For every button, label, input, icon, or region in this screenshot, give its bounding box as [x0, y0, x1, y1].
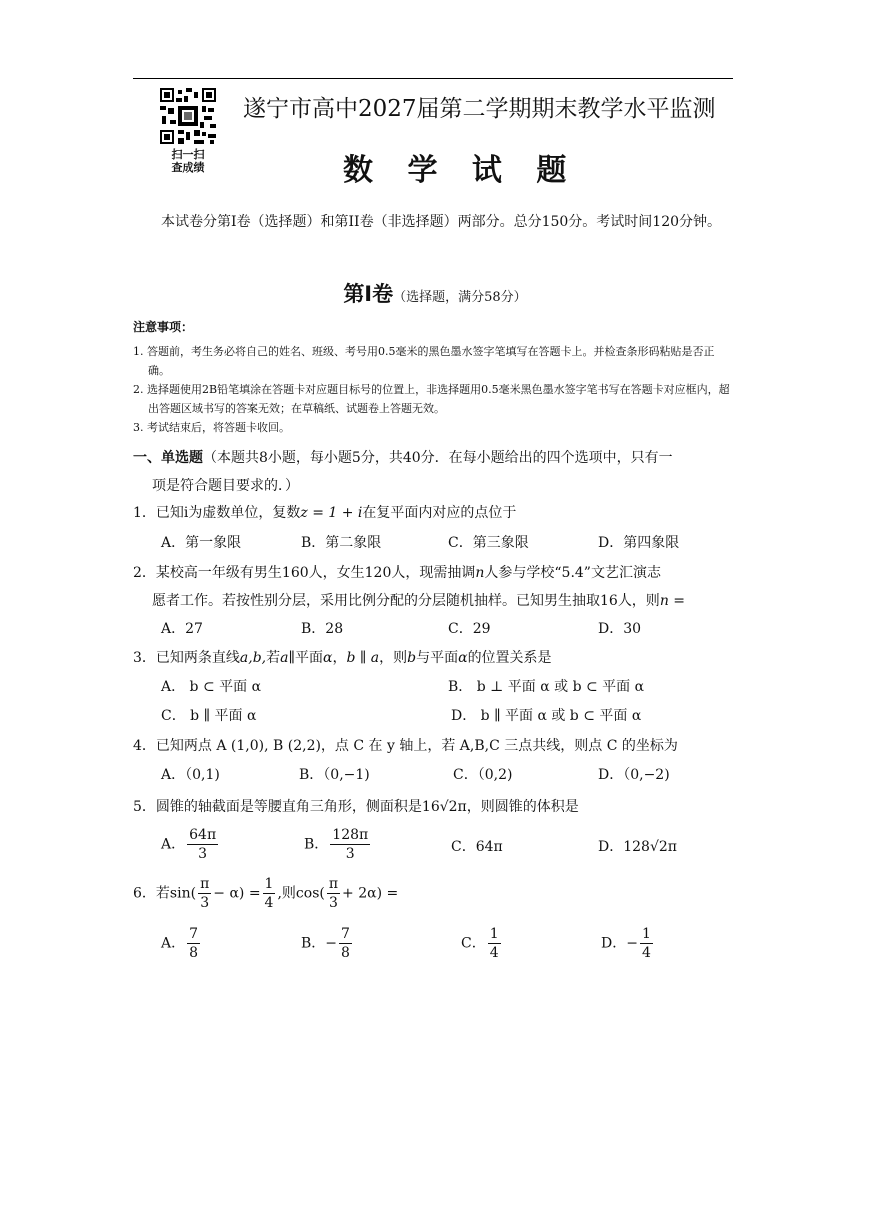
q6-text: ,则cos(: [277, 885, 325, 902]
q3-text: 3．已知两条直线: [133, 650, 240, 666]
q6-c-label: C．: [461, 935, 486, 952]
q6-option-a[interactable]: [161, 925, 202, 962]
numerator: π: [200, 876, 210, 892]
q1-option-c[interactable]: C．第三象限: [448, 535, 529, 551]
q4-option-c[interactable]: C．（0,2): [453, 767, 513, 783]
q3-text: ，: [332, 650, 347, 666]
denominator: 4: [489, 945, 499, 961]
q5-option-d[interactable]: D．128√2π: [598, 839, 677, 855]
q1-option-a[interactable]: A．第一象限: [161, 535, 242, 551]
denominator: 3: [200, 895, 210, 911]
q3-text: 若: [266, 650, 281, 666]
scan-line-1: 扫一扫: [171, 148, 205, 161]
q3-text: 与平面: [416, 650, 459, 666]
question-5: 5．圆锥的轴截面是等腰直角三角形，侧面积是16√2π，则圆锥的体积是: [133, 799, 579, 815]
qr-code-icon: [160, 88, 216, 144]
q6-text: + 2α) =: [342, 885, 399, 902]
question-2-line-1: [133, 562, 733, 582]
q5-option-b[interactable]: [304, 826, 372, 863]
denominator: 4: [641, 945, 651, 961]
part1-header: [133, 444, 733, 500]
scan-caption: [150, 148, 226, 174]
q6-b-fraction: [339, 925, 352, 962]
q6-fraction-2: [263, 875, 276, 912]
q5-option-c[interactable]: C．64π: [451, 839, 503, 855]
scan-line-2: 查成绩: [171, 161, 205, 174]
intro-paragraph: 本试卷分第Ⅰ卷（选择题）和第II卷（非选择题）两部分。总分150分。考试时间120分钟。: [161, 214, 722, 230]
subject-title: 数 学 试 题: [343, 153, 579, 188]
notice-item: 2. 选择题使用2B铅笔填涂在答题卡对应题目标号的位置上，非选择题用0.5毫米黑色墨水签字笔书写在答题卡对应框内，超出答题区域书写的答案无效；在草稿纸、试题卷上答题无效。: [133, 383, 730, 415]
q3-math: a,b,: [239, 650, 267, 666]
q6-option-b[interactable]: [301, 925, 354, 962]
denominator: 4: [264, 895, 274, 911]
q3-option-d[interactable]: D． b ∥ 平面 α 或 b ⊂ 平面 α: [451, 708, 642, 724]
q2-option-a[interactable]: A．27: [161, 621, 203, 637]
q5-b-fraction: [330, 826, 370, 863]
q3-math: b ∥ a: [346, 650, 380, 666]
denominator: 3: [328, 895, 338, 911]
q3-text: ，则: [379, 650, 408, 666]
q1-option-b[interactable]: B．第二象限: [301, 535, 382, 551]
part1-heading: 一、单选题: [133, 450, 203, 466]
q3-option-c[interactable]: C． b ∥ 平面 α: [161, 708, 257, 724]
q3-option-b[interactable]: B． b ⊥ 平面 α 或 b ⊂ 平面 α: [448, 679, 645, 695]
q6-fraction-3: [327, 875, 340, 912]
notice-list: [133, 342, 733, 437]
question-2-line-2: [152, 590, 752, 610]
denominator: 8: [341, 945, 350, 961]
q1-math: z = 1 + i: [300, 505, 363, 521]
q6-d-fraction: [640, 925, 653, 962]
denominator: 8: [189, 945, 199, 961]
section-note: （选择题，满分58分）: [393, 290, 527, 305]
numerator: 1: [641, 926, 651, 942]
q3-math: α: [458, 650, 468, 666]
q4-option-d[interactable]: D．（0,−2): [598, 767, 670, 783]
denominator: 3: [345, 846, 355, 862]
notice-item: 3. 考试结束后，将答题卡收回。: [133, 421, 290, 434]
section-name: 第Ⅰ卷: [343, 282, 394, 306]
numerator: π: [328, 876, 339, 892]
q3-text: 的位置关系是: [467, 650, 552, 666]
q2-option-d[interactable]: D．30: [598, 621, 642, 637]
q6-c-fraction: [488, 925, 501, 962]
q2-option-c[interactable]: C．29: [448, 621, 491, 637]
q1-text: 1．已知i为虚数单位，复数: [133, 505, 301, 521]
q3-math: b: [407, 650, 417, 666]
section-heading: [0, 278, 870, 308]
q2-n-eq: n =: [659, 593, 686, 609]
q5-a-fraction: [187, 826, 218, 863]
part1-desc-2: 项是符合题目要求的．）: [152, 478, 299, 494]
question-6: [133, 875, 733, 912]
notice-item: 1. 答题前，考生务必将自己的姓名、班级、考号用0.5毫米的黑色墨水签字笔填写在答题卡上。并检查条形码粘贴是否正确。: [133, 345, 715, 377]
denominator: 3: [198, 846, 208, 862]
question-1: [133, 502, 733, 522]
q6-a-fraction: [187, 925, 200, 962]
part1-desc-1: （本题共8小题，每小题5分，共40分．在每小题给出的四个选项中，只有一: [203, 450, 673, 466]
q3-option-a[interactable]: A． b ⊂ 平面 α: [161, 679, 262, 695]
numerator: 128π: [332, 827, 369, 843]
q3-math: a: [280, 650, 289, 666]
q2-n: n: [475, 565, 485, 581]
q6-d-label: D．−: [601, 935, 638, 952]
q2-option-b[interactable]: B．28: [301, 621, 344, 637]
q4-option-b[interactable]: B．（0,−1): [299, 767, 370, 783]
q5-option-a[interactable]: [161, 826, 220, 863]
q1-option-d[interactable]: D．第四象限: [598, 535, 680, 551]
numerator: 1: [489, 926, 499, 942]
q6-a-label: A．: [161, 935, 186, 952]
q1-text-end: 在复平面内对应的点位于: [362, 505, 517, 521]
numerator: 7: [341, 926, 350, 942]
question-4: 4．已知两点 A (1,0), B (2,2)，点 C 在 y 轴上，若 A,B,C 三点共线，则点 C 的坐标为: [133, 738, 678, 754]
notice-heading: 注意事项：: [133, 320, 194, 334]
q4-option-a[interactable]: A．（0,1): [161, 767, 220, 783]
q6-fraction-1: [198, 875, 211, 912]
numerator: 64π: [189, 827, 217, 843]
q6-b-label: B．−: [301, 935, 338, 952]
q6-option-d[interactable]: [601, 925, 655, 962]
q3-math: α: [322, 650, 333, 666]
q3-text: ∥平面: [288, 650, 323, 666]
q6-text: − α) =: [213, 885, 261, 902]
question-3: [133, 647, 733, 667]
q2-text-2: 人参与学校“5.4”文艺汇演志: [484, 565, 661, 581]
q2-text-3: 愿者工作。若按性别分层，采用比例分配的分层随机抽样。已知男生抽取16人，则: [152, 593, 660, 609]
q6-option-c[interactable]: [461, 925, 503, 962]
numerator: 7: [189, 926, 199, 942]
q2-text: 2．某校高一年级有男生160人，女生120人，现需抽调: [133, 565, 476, 581]
q6-text: 6．若sin(: [133, 885, 197, 902]
q5-a-label: A．: [161, 836, 186, 853]
header-rule: [133, 78, 733, 79]
q5-b-label: B．: [304, 836, 329, 853]
exam-title: 遂宁市高中2027届第二学期期末教学水平监测: [243, 96, 716, 122]
numerator: 1: [264, 876, 274, 892]
